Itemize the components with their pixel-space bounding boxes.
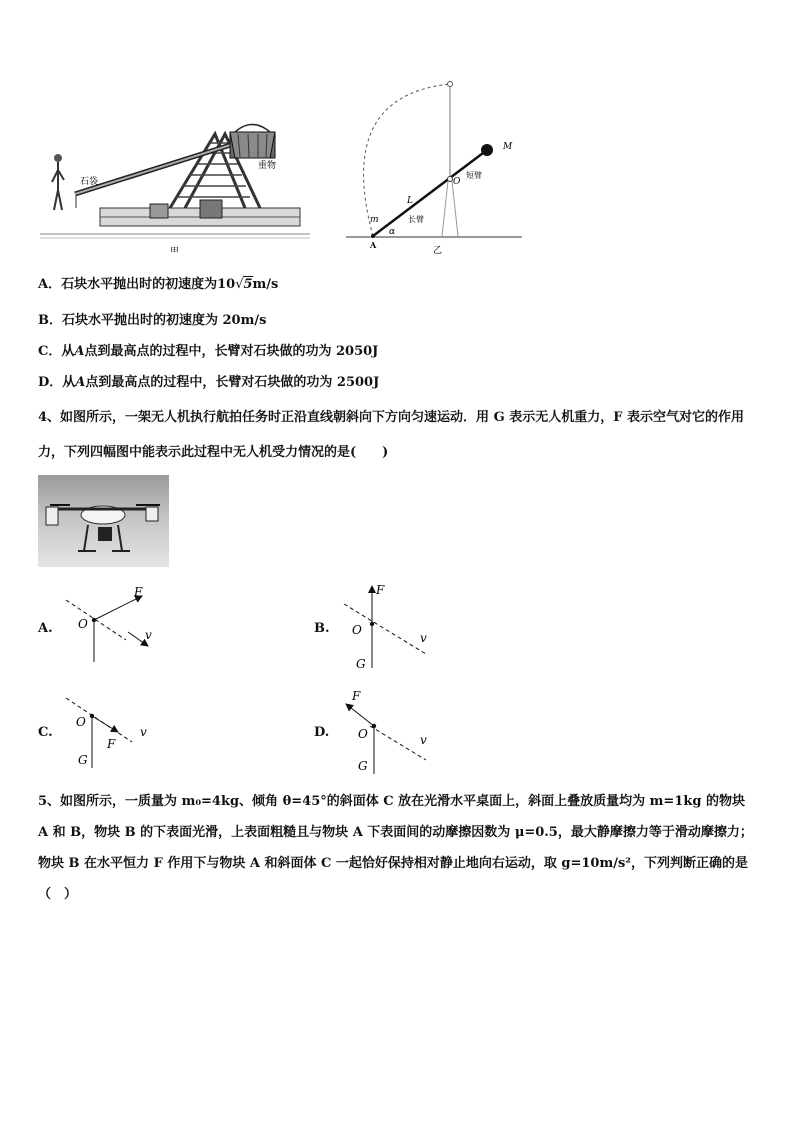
drone-drawing	[38, 475, 169, 567]
velocity-v-label: v	[145, 628, 152, 642]
catapult-drawing	[40, 112, 310, 252]
force-F-label: F	[134, 585, 143, 599]
label-short-arm: 短臂	[466, 171, 482, 180]
figure-yi-caption: 乙	[433, 246, 443, 256]
q4-option-a-label: A.	[38, 621, 53, 636]
q4-option-d-diagram	[340, 686, 450, 778]
stone-bag-label: 石袋	[80, 177, 99, 187]
gravity-G-label: G	[356, 657, 366, 671]
lever-svg	[340, 76, 530, 262]
origin-O-label: O	[358, 727, 368, 741]
lever-diagram	[340, 76, 530, 262]
label-O: O	[453, 177, 461, 187]
label-m: m	[370, 215, 379, 225]
force-F-label: F	[376, 583, 385, 597]
q4-option-b-label: B.	[314, 621, 330, 636]
q4-option-d-label: D.	[314, 725, 330, 740]
drone-photo	[38, 475, 169, 567]
q4-option-b-diagram	[340, 580, 450, 672]
pivot-O	[448, 177, 453, 182]
gravity-G-label: G	[78, 753, 88, 767]
q4-option-c-diagram	[62, 692, 172, 772]
catapult-illustration	[40, 112, 310, 252]
velocity-v-label: v	[420, 631, 427, 645]
velocity-v-label: v	[140, 725, 147, 739]
velocity-v-label: v	[420, 733, 427, 747]
q4-option-a-diagram	[62, 584, 172, 668]
q3-option-a: A．石块水平抛出时的初速度为10√5m/s	[38, 277, 279, 292]
label-alpha: α	[389, 227, 396, 237]
mass-M	[481, 144, 493, 156]
gravity-G-label: G	[358, 759, 368, 773]
label-M: M	[503, 142, 513, 152]
force-F-label: F	[352, 689, 361, 703]
force-F-label: F	[107, 737, 116, 751]
weight-label: 重物	[258, 161, 277, 171]
label-A: A	[370, 240, 377, 250]
origin-O-label: O	[76, 715, 86, 729]
question-5-text: 5、如图所示，一质量为 m₀=4kg、倾角 θ=45°的斜面体 C 放在光滑水平桌面上，斜面上叠放质量均为 m=1kg 的物块 A 和 B，物块 B 的下表面光滑，上表面粗糙且与物块 A 下表面间的动摩擦因数为 μ=0.5，最大静摩擦力等于滑动摩擦力；物块 B 在水平恒力 F 作用下与物块 A 和斜面体 C 一起恰好保持相对静止地向右运动，取 g=10m/s²，下列判断正确的是（ ）	[38, 794, 753, 902]
figure-jia-caption: 甲	[170, 247, 180, 252]
point-A	[371, 234, 375, 238]
label-long-arm: 长臂	[408, 215, 424, 224]
sqrt-symbol: √	[235, 277, 244, 292]
q3-option-d: D．从A点到最高点的过程中，长臂对石块做的功为 2500J	[38, 375, 380, 390]
question-4-text: 4、如图所示，一架无人机执行航拍任务时正沿直线朝斜向下方向匀速运动．用 G 表示无人机重力，F 表示空气对它的作用力，下列四幅图中能表示此过程中无人机受力情况的是( )	[38, 410, 744, 460]
q4-option-c-label: C.	[38, 725, 53, 740]
origin-O-label: O	[78, 617, 88, 631]
q3-option-c: C．从A点到最高点的过程中，长臂对石块做的功为 2050J	[38, 344, 379, 359]
label-L: L	[407, 196, 413, 206]
q3-option-b: B．石块水平抛出时的初速度为 20m/s	[38, 313, 267, 328]
origin-O-label: O	[352, 623, 362, 637]
